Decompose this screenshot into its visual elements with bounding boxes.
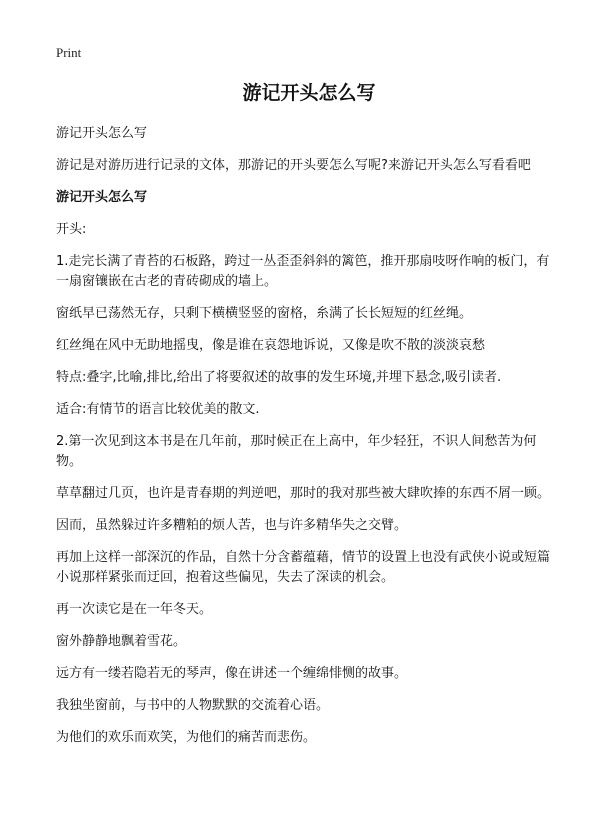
example-2-paragraph-6: 窗外静静地飘着雪花。 [56,634,187,649]
example-1-features: 特点:叠字,比喻,排比,给出了将要叙述的故事的发生环境,并埋下悬念,吸引读者. [56,370,502,385]
example-1-suitable: 适合:有情节的语言比较优美的散文. [56,402,260,417]
intro-paragraph: 游记是对游历进行记录的文体，那游记的开头要怎么写呢?来游记开头怎么写看看吧 [56,158,531,173]
opening-label: 开头: [56,222,87,237]
example-1-paragraph: 1.走完长满了青苔的石板路，跨过一丛歪歪斜斜的篱笆，推开那扇吱呀作响的板门，有一扇窗镶嵌在古老的青砖砌成的墙上。 [56,254,550,289]
example-1-paragraph-2: 窗纸早已荡然无存，只剩下横横竖竖的窗格，糸满了长长短短的红丝绳。 [56,306,473,321]
example-2-paragraph-8: 我独坐窗前，与书中的人物默默的交流着心语。 [56,698,330,713]
section-heading: 游记开头怎么写 [56,190,148,205]
example-2-paragraph-9: 为他们的欢乐而欢笑，为他们的痛苦而悲伤。 [56,730,317,745]
document-title: 游记开头怎么写 [242,82,376,104]
example-2-paragraph-3: 因而，虽然躲过许多糟粕的烦人苦，也与许多精华失之交臂。 [56,518,408,533]
example-1-paragraph-3: 红丝绳在风中无助地摇曳，像是谁在哀怨地诉说，又像是吹不散的淡淡哀愁 [56,338,486,353]
example-2-paragraph-5: 再一次读它是在一年冬天。 [56,602,213,617]
example-2-paragraph-2: 草草翻过几页，也许是青春期的判逆吧，那时的我对那些被大肆吹捧的东西不屑一顾。 [56,486,551,501]
example-2-paragraph: 2.第一次见到这本书是在几年前，那时候正在上高中，年少轻狂，不识人间愁苦为何物。 [56,434,537,469]
intro-heading: 游记开头怎么写 [56,126,148,141]
example-2-paragraph-4: 再加上这样一部深沉的作品，自然十分含蓄蕴藉，情节的设置上也没有武侠小说或短篇小说那样紧张而迂回，抱着这些偏见，失去了深读的机会。 [56,550,551,585]
print-link[interactable]: Print [56,45,82,60]
example-2-paragraph-7: 远方有一缕若隐若无的琴声，像在讲述一个缠绵悱恻的故事。 [56,666,408,681]
